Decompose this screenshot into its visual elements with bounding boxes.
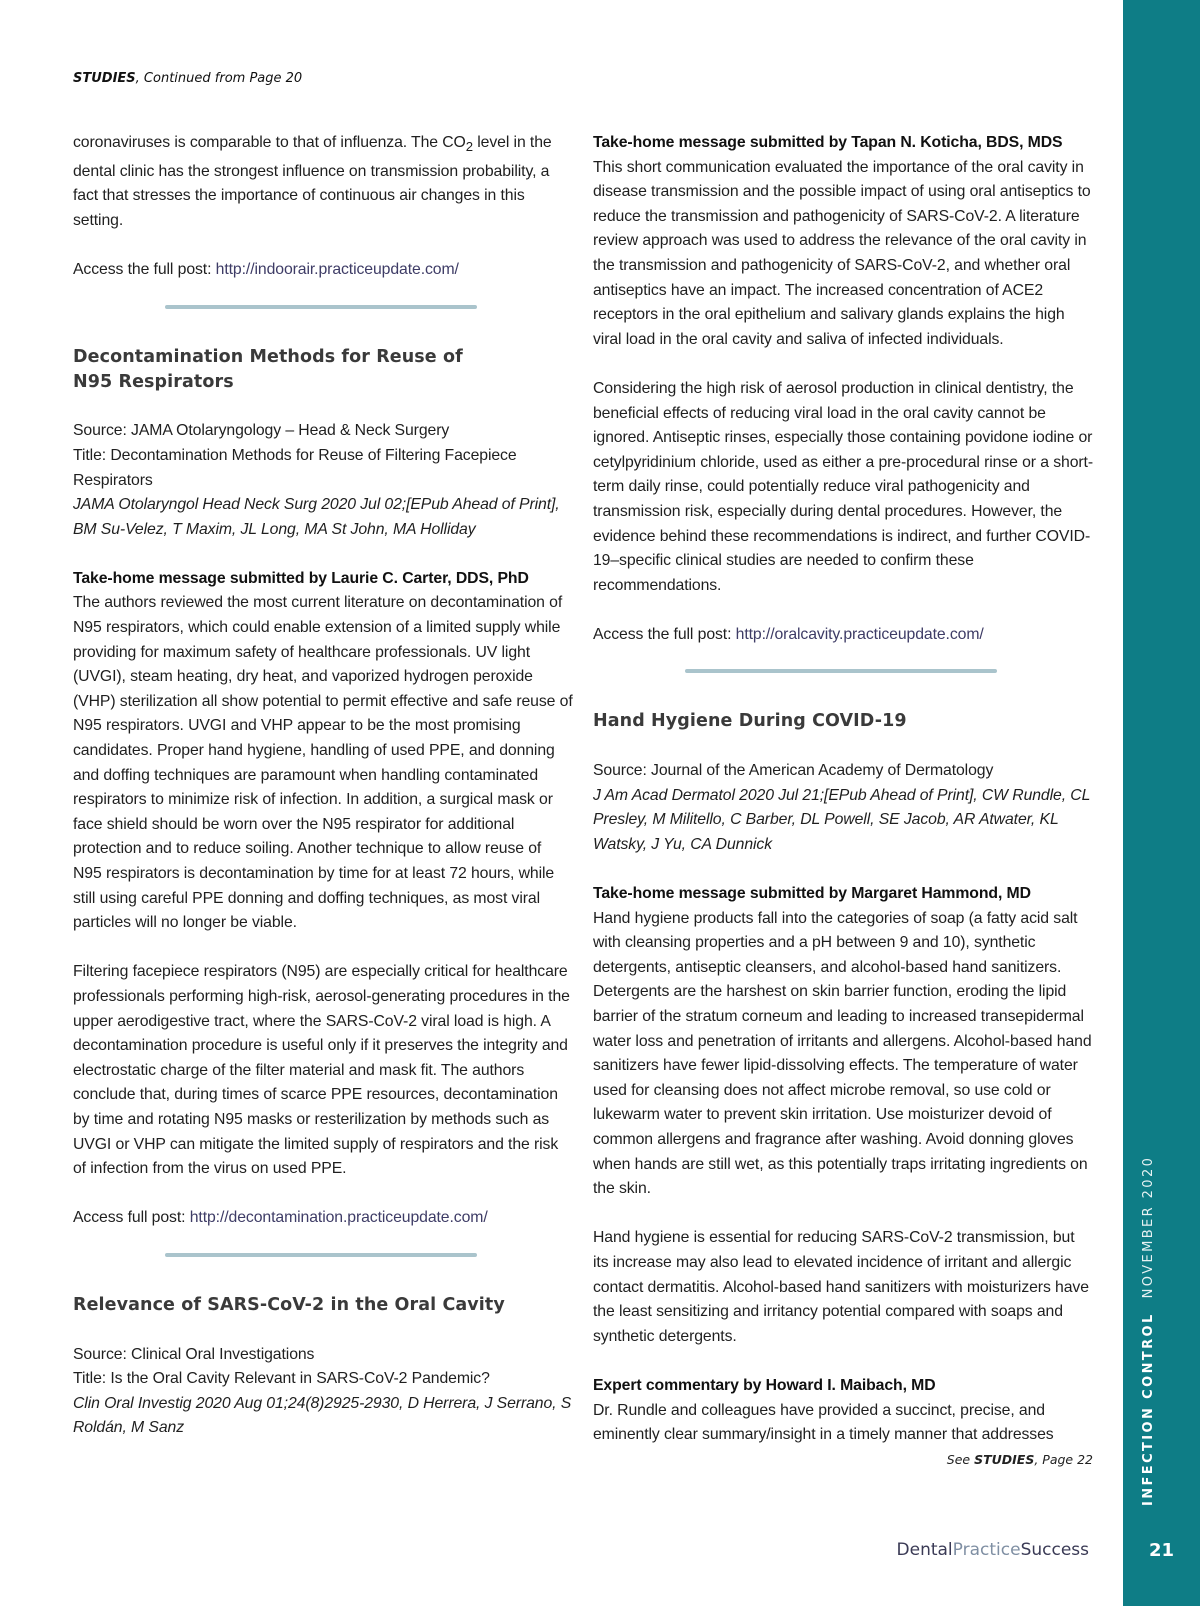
decontamination-takehome — [73, 567, 573, 936]
oral-cavity-source: Source: Clinical Oral Investigations — [73, 1345, 315, 1363]
decontamination-access — [73, 1206, 573, 1231]
sidebar-label — [1141, 1156, 1156, 1506]
intro-text-2: level in the dental clinic has the strongest influence on transmission probability, a fact that stresses the importance of continuous air changes in this setting. — [73, 134, 552, 229]
oral-cavity-access-label: Access the full post: — [593, 625, 736, 643]
hand-hygiene-para1: Hand hygiene products fall into the categories of soap (a fatty acid salt with cleansing properties and a pH between 9 and 10), synthetic detergents, antiseptic cleansers, and alcohol-based hand sanitizers. Detergents are the harshest on skin barrier function, eroding the lipid barrier of the stratum corneum and leading to increased transepidermal water loss and penetration of irritants and allergens. Alcohol-based hand sanitizers have fewer lipid-dissolving effects. The temperature of water used for cleansing does not affect microbe removal, so use cold or lukewarm water to prevent skin irritation. Use moisturizer devoid of common allergens and fragrance after washing. Avoid donning gloves when hands are still wet, as this potentially traps irritating ingredients on the skin. — [593, 909, 1092, 1198]
decontamination-para1: The authors reviewed the most current literature on decontamination of N95 respirators, which could enable extension of a limited supply while providing for maximum safety of healthcare professionals. UV light (UVGI), steam heating, dry heat, and vaporized hydrogen peroxide (VHP) sterilization all show potential to permit effective and safe reuse of N95 respirators. UVGI and VHP appear to be the most promising candidates. Proper hand hygiene, handling of used PPE, and donning and doffing techniques are paramount when handling contaminated respirators to minimize risk of infection. In addition, a surgical mask or face shield should be worn over the N95 respirator for additional protection and to reduce soiling. Another technique to allow reuse of N95 respirators is decontamination by time for at least 72 hours, while still using careful PPE donning and doffing techniques, as most viral particles will no longer be viable. — [73, 594, 573, 932]
right-column — [593, 131, 1093, 1467]
sidebar-month: NOVEMBER 2020 — [1141, 1155, 1156, 1299]
oral-cavity-para1: This short communication evaluated the importance of the oral cavity in disease transmission and the possible impact of using oral antiseptics to reduce the transmission and pathogenicity of SARS-CoV-2. A literature review approach was used to address the relevance of the oral cavity in the transmission and pathogenicity of SARS-CoV-2, and whether oral antiseptics have an impact. The increased concentration of ACE2 receptors in the oral epithelium and salivary glands explains the high viral load in the oral cavity and saliva of infected individuals. — [593, 158, 1091, 348]
intro-subscript: 2 — [465, 139, 473, 155]
expert-commentary-label: Expert commentary by Howard I. Maibach, MD — [593, 1376, 936, 1394]
hand-hygiene-source: Source: Journal of the American Academy of Dermatology — [593, 762, 994, 780]
oral-cavity-access — [593, 623, 1093, 648]
continued-text: , Continued from Page 20 — [135, 71, 303, 86]
section-divider — [165, 1253, 477, 1257]
decontamination-meta — [73, 419, 573, 542]
intro-access — [73, 258, 573, 283]
expert-commentary — [593, 1374, 1093, 1448]
decontamination-link[interactable]: http://decontamination.practiceupdate.com/ — [189, 1209, 488, 1227]
oral-cavity-takehome-label: Take-home message submitted by Tapan N. Koticha, BDS, MDS — [593, 134, 1063, 151]
decontamination-para2: Filtering facepiece respirators (N95) are especially critical for healthcare professionals performing high-risk, aerosol-generating procedures in the upper aerodigestive tract, where the SARS-CoV-2 viral load is high. A decontamination procedure is useful only if it preserves the integrity and electrostatic charge of the filter material and mask fit. The authors conclude that, during times of scarce PPE resources, decontamination by time and rotating N95 masks or resterilization by methods such as UVGI or VHP can mitigate the limited supply of respirators and the risk of infection from the virus on used PPE. — [73, 963, 570, 1178]
hand-hygiene-para2: Hand hygiene is essential for reducing SARS-CoV-2 transmission, but its increase may also lead to elevated incidence of irritant and allergic contact dermatitis. Alcohol-based hand sanitizers with moisturizers have the least sensitizing and irritancy potential compared with soaps and synthetic detergents. — [593, 1229, 1089, 1345]
decontamination-title-line2: N95 Respirators — [73, 371, 234, 392]
hand-hygiene-takehome-label: Take-home message submitted by Margaret Hammond, MD — [593, 885, 1031, 903]
indoorair-link[interactable]: http://indoorair.practiceupdate.com/ — [215, 261, 459, 279]
hand-hygiene-title: Hand Hygiene During COVID-19 — [593, 711, 907, 732]
oral-cavity-para2: Considering the high risk of aerosol production in clinical dentistry, the beneficial effects of reducing viral load in the oral cavity cannot be ignored. Antiseptic rinses, especially those containing povidone iodine or cetylpyridinium chloride, used as either a pre-procedural rinse or a short-term daily rinse, could potentially reduce viral pathogenicity and transmission risk, especially during dental procedures. However, the evidence behind these recommendations is indirect, and further COVID-19–specific clinical studies are needed to confirm these recommendations. — [593, 379, 1093, 594]
left-column — [73, 131, 573, 1441]
side-band — [1123, 0, 1200, 1606]
decontamination-access-label: Access full post: — [73, 1209, 190, 1227]
continued-section: STUDIES — [73, 71, 136, 86]
oral-cavity-source-title: Title: Is the Oral Cavity Relevant in SARS-CoV-2 Pandemic? — [73, 1370, 490, 1388]
oralcavity-link[interactable]: http://oralcavity.practiceupdate.com/ — [735, 625, 984, 643]
decontamination-title — [73, 345, 573, 395]
oral-cavity-meta — [73, 1343, 573, 1441]
decontamination-source-title: Title: Decontamination Methods for Reuse of Filtering Facepiece Respirators — [73, 446, 517, 489]
see-prefix: See — [946, 1451, 975, 1467]
intro-text-1: coronaviruses is comparable to that of influenza. The CO — [73, 134, 466, 151]
see-suffix: , Page 22 — [1034, 1451, 1093, 1467]
hand-hygiene-citation: J Am Acad Dermatol 2020 Jul 21;[EPub Ahead of Print], CW Rundle, CL Presley, M Militello, C Barber, DL Powell, SE Jacob, AR Atwater, KL Watsky, J Yu, CA Dunnick — [593, 786, 1091, 853]
intro-access-label: Access the full post: — [73, 261, 216, 279]
see-section: STUDIES — [974, 1451, 1035, 1467]
brand-success: Success — [1020, 1540, 1089, 1560]
brand-dental: Dental — [896, 1540, 953, 1560]
continued-from-label — [73, 71, 302, 86]
sidebar-section: INFECTION CONTROL — [1141, 1312, 1156, 1506]
brand-practice: Practice — [952, 1540, 1021, 1560]
decontamination-citation: JAMA Otolaryngol Head Neck Surg 2020 Jul 02;[EPub Ahead of Print], BM Su-Velez, T Maxim, JL Long, MA St John, MA Holliday — [73, 496, 560, 538]
section-divider — [685, 669, 997, 673]
oral-cavity-title: Relevance of SARS-CoV-2 in the Oral Cavity — [73, 1294, 505, 1315]
oral-cavity-citation: Clin Oral Investig 2020 Aug 01;24(8)2925-2930, D Herrera, J Serrano, S Roldán, M Sanz — [73, 1394, 572, 1437]
footer-brand — [897, 1540, 1089, 1560]
hand-hygiene-meta — [593, 759, 1093, 857]
oral-cavity-takehome — [593, 131, 1093, 352]
hand-hygiene-takehome — [593, 882, 1093, 1202]
expert-commentary-text: Dr. Rundle and colleagues have provided a succinct, precise, and eminently clear summary/insight in a timely manner that addresses — [593, 1401, 1054, 1444]
section-divider — [165, 305, 477, 309]
decontamination-title-line1: Decontamination Methods for Reuse of — [73, 346, 463, 367]
decontamination-source: Source: JAMA Otolaryngology – Head & Neck Surgery — [73, 422, 450, 440]
decontamination-takehome-label: Take-home message submitted by Laurie C. Carter, DDS, PhD — [73, 569, 529, 587]
page-number: 21 — [1148, 1540, 1175, 1561]
intro-paragraph — [73, 131, 573, 234]
see-more-label — [593, 1452, 1093, 1467]
